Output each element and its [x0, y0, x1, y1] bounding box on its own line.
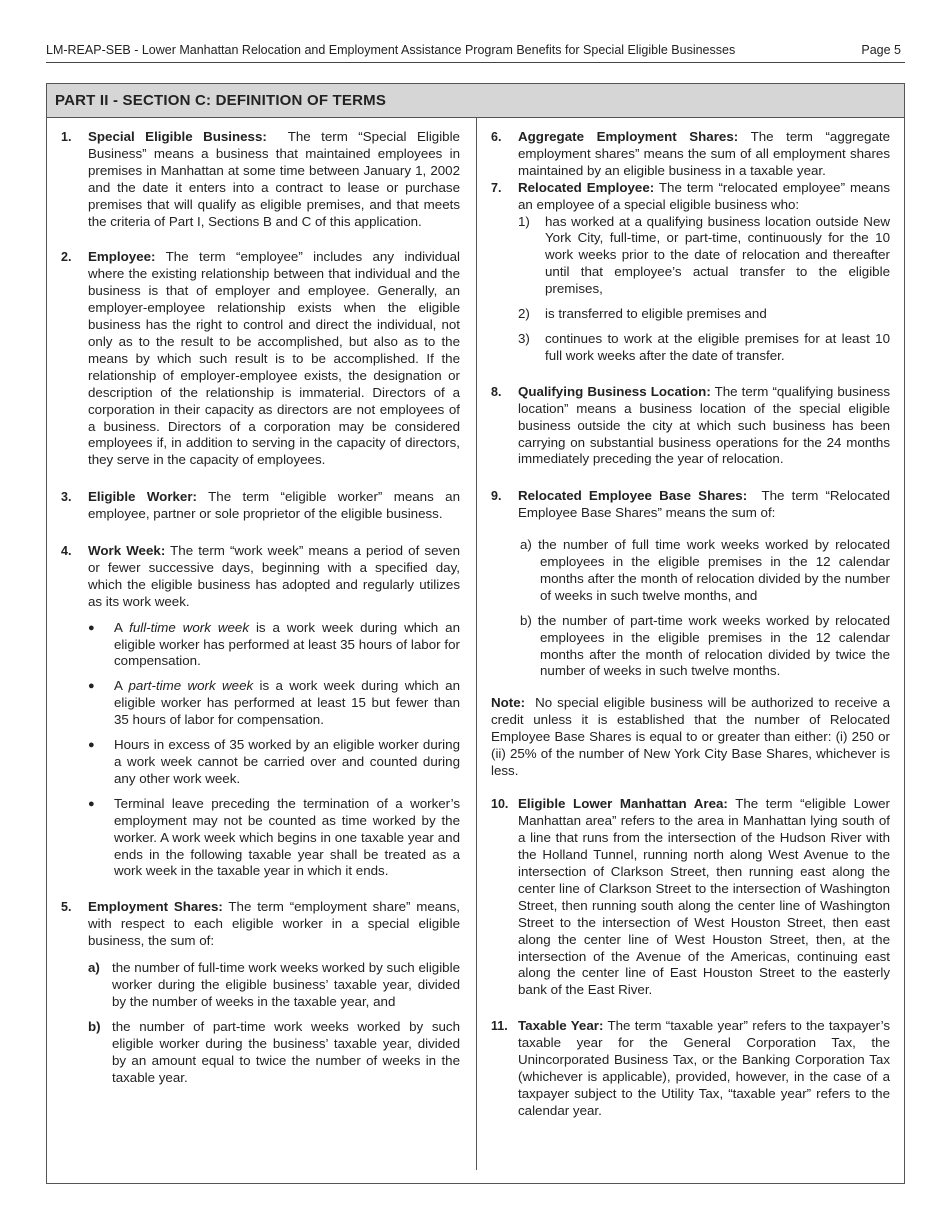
item-number: 4. [61, 544, 72, 559]
definition-employee [61, 249, 460, 469]
definition-text: The term “work week” means a period of seven or fewer successive days, beginning with a specified day, which the eligible business has adopted and regularly utilizes as its work week. [88, 543, 461, 609]
definition-eligible-lower-manhattan-area [491, 796, 890, 999]
term: Special Eligible Business: [88, 129, 267, 144]
definition-qualifying-business-location [491, 384, 890, 469]
column-divider [476, 117, 477, 1170]
right-column [491, 129, 890, 1134]
item-number: 9. [491, 489, 502, 504]
bullet-item: ● A part-time work week is a work week during which an eligible worker has performed at least 15 but fewer than 35 hours of labor for compensation. [88, 678, 460, 728]
definition-text: The term “aggregate employment shares” means the sum of all employment shares maintained by an eligible business in a taxable year. [518, 129, 890, 178]
definition-text: The term “relocated employee” means an employee of a special eligible business who: [518, 179, 891, 212]
left-column [61, 129, 460, 1101]
page-number: Page 5 [861, 43, 901, 57]
sub-item-b: b) the number of part-time work weeks worked by relocated employees in the eligible premises in the 12 calendar months after the month of relocation divided by twice the number of weeks in such twelve months. [520, 612, 890, 679]
item-number: 3. [61, 490, 72, 505]
definition-relocated-employee-base-shares [491, 488, 890, 680]
note-label: Note: [491, 694, 526, 710]
definition-text: The term “qualifying business location” means a business location of the special eligible business outside the city at which such business has been carrying on substantial business operations for the 24 months immediately preceding the year of relocation. [518, 383, 891, 467]
sub-item-a: a) the number of full-time work weeks worked by such eligible worker during the eligible business’ taxable year, divided by the number of weeks in the taxable year, and [88, 960, 460, 1009]
term: Relocated Employee Base Shares: [518, 488, 748, 504]
item-number: 2. [61, 250, 72, 265]
term: Qualifying Business Location: [518, 383, 711, 399]
definition-text: The term “eligible Lower Manhattan area” refers to the area in Manhattan lying south of a line that runs from the intersection of the Hudson River with the Holland Tunnel, running north along West Avenue to the intersection of Clarkson Street, then running east along the center line of Clarkson Street to the intersection of Washington Street, then running south along the center line of Washington Street to the intersection of West Houston Street, then east along the center line of West Houston Street, then, at the intersection of the Avenue of the Americas, continuing east along the center line of East Houston Street to the easterly bank of the East River. [518, 796, 890, 998]
item-number: 6. [491, 130, 502, 144]
bullet-item: ● Hours in excess of 35 worked by an eligible worker during a work week cannot be carried over and counted during any other work week. [88, 737, 460, 786]
item-number: 7. [491, 180, 502, 195]
definition-work-week [61, 543, 460, 880]
note-text: No special eligible business will be authorized to receive a credit unless it is established that the number of Relocated Employee Base Shares is equal to or greater than either: (i) 250 or (ii) 25% of the number of New York City Base Shares, whichever is less. [491, 694, 890, 778]
sub-item-1: 1) has worked at a qualifying business location outside New York City, full-time, or part-time, continuously for the 10 work weeks prior to the date of relocation and thereafter until that employee’s actual transfer to the eligible premises, [518, 213, 890, 297]
definition-aggregate-employment-shares [491, 129, 890, 180]
sub-item-label: a) [88, 960, 100, 976]
term: Employment Shares: [88, 899, 223, 915]
definition-text: The term “Relocated Employee Base Shares” means the sum of: [518, 488, 890, 521]
sub-item-b: b) the number of part-time work weeks worked by such eligible worker during the business’ taxable year, divided by an amount equal to twice the number of weeks in the taxable year. [88, 1018, 460, 1085]
term: Aggregate Employment Shares: [518, 129, 739, 144]
definition-employment-shares [61, 899, 460, 1086]
bullet-icon: ● [88, 680, 95, 693]
definition-text: The term “employee” includes any individual where the existing relationship between that individual and the business is that of employer and employee. Generally, an employer-employee relationship exists when the eligible business has the right to control and direct the individual, not only as to the result to be accomplished, but also as to the means by which such result is to be accomplished. If the relationship of employer-employee exists, the designation or description of the relationship is immaterial. Directors of a corporation in their capacity as directors are not employees of a business. Directors of a corporation may be considered employees if, in addition to serving in the capacity of directors, they serve in the capacity of employees. [88, 249, 461, 468]
bullet-icon: ● [88, 797, 95, 810]
note-paragraph [491, 695, 890, 780]
term: Taxable Year: [518, 1018, 604, 1034]
definition-text: The term “taxable year” refers to the taxpayer’s taxable year for the General Corporation Tax, the Unincorporated Business Tax, or the Banking Corporation Tax (whichever is applicable), provided, however, in the case of a taxpayer subject to the Utility Tax, “taxable year” refers to the calendar year. [518, 1018, 890, 1118]
definition-special-eligible-business [61, 129, 460, 230]
definition-eligible-worker [61, 489, 460, 523]
section-title: PART II - SECTION C: DEFINITION OF TERMS [47, 84, 904, 118]
definition-text: The term “employment share” means, with respect to each eligible worker in a special eligible business, the sum of: [88, 899, 461, 949]
definition-taxable-year [491, 1018, 890, 1119]
sub-item-a: a) the number of full time work weeks worked by relocated employees in the eligible premises in the 12 calendar months after the month of relocation divided by the number of weeks in such twelve months, and [520, 537, 890, 603]
definition-text: The term “Special Eligible Business” means a business that maintained employees in premises in Manhattan at some time between January 1, 2002 and the date it enters into a contract to lease or purchase premises that will qualify as eligible premises, and that meets the criteria of Part I, Sections B and C of this application. [88, 129, 460, 229]
term: Eligible Worker: [88, 489, 197, 505]
item-number: 5. [61, 900, 72, 915]
definition-relocated-employee [491, 180, 890, 365]
bullet-icon: ● [88, 621, 95, 634]
sub-item-2: 2) is transferred to eligible premises and [518, 306, 767, 322]
item-number: 1. [61, 130, 72, 144]
bullet-item: ● Terminal leave preceding the termination of a worker’s employment may not be counted as time worked by the worker. A work week which begins in one taxable year and ends in the following taxable year shall be treated as a work week in the taxable year in which it ends. [88, 795, 460, 879]
sub-item-3: 3) continues to work at the eligible premises for at least 10 full work weeks after the date of transfer. [518, 330, 890, 363]
form-header-title: LM-REAP-SEB - Lower Manhattan Relocation and Employment Assistance Program Benefits for Special Eligible Businesses [46, 43, 736, 57]
item-number: 11. [491, 1019, 508, 1034]
emphasis: part-time work week [128, 678, 254, 694]
header-divider [46, 62, 905, 63]
term: Work Week: [88, 543, 166, 559]
term: Eligible Lower Manhattan Area: [518, 796, 728, 812]
sub-item-label: b) [88, 1018, 101, 1034]
sub-item-label: 1) [518, 213, 530, 229]
bullet-item: ● A full-time work week is a work week during which an eligible worker has performed at least 35 hours of labor for compensation. [88, 619, 460, 669]
definition-text: The term “eligible worker” means an employee, partner or sole proprietor of the eligible business. [88, 489, 460, 522]
emphasis: full-time work week [129, 619, 250, 635]
term: Employee: [88, 249, 156, 265]
sub-item-label: 2) [518, 306, 530, 322]
bullet-icon: ● [88, 739, 95, 752]
sub-item-label: 3) [518, 330, 530, 346]
item-number: 10. [491, 797, 509, 812]
item-number: 8. [491, 384, 502, 399]
term: Relocated Employee: [518, 179, 655, 195]
definitions-frame [46, 83, 905, 1184]
